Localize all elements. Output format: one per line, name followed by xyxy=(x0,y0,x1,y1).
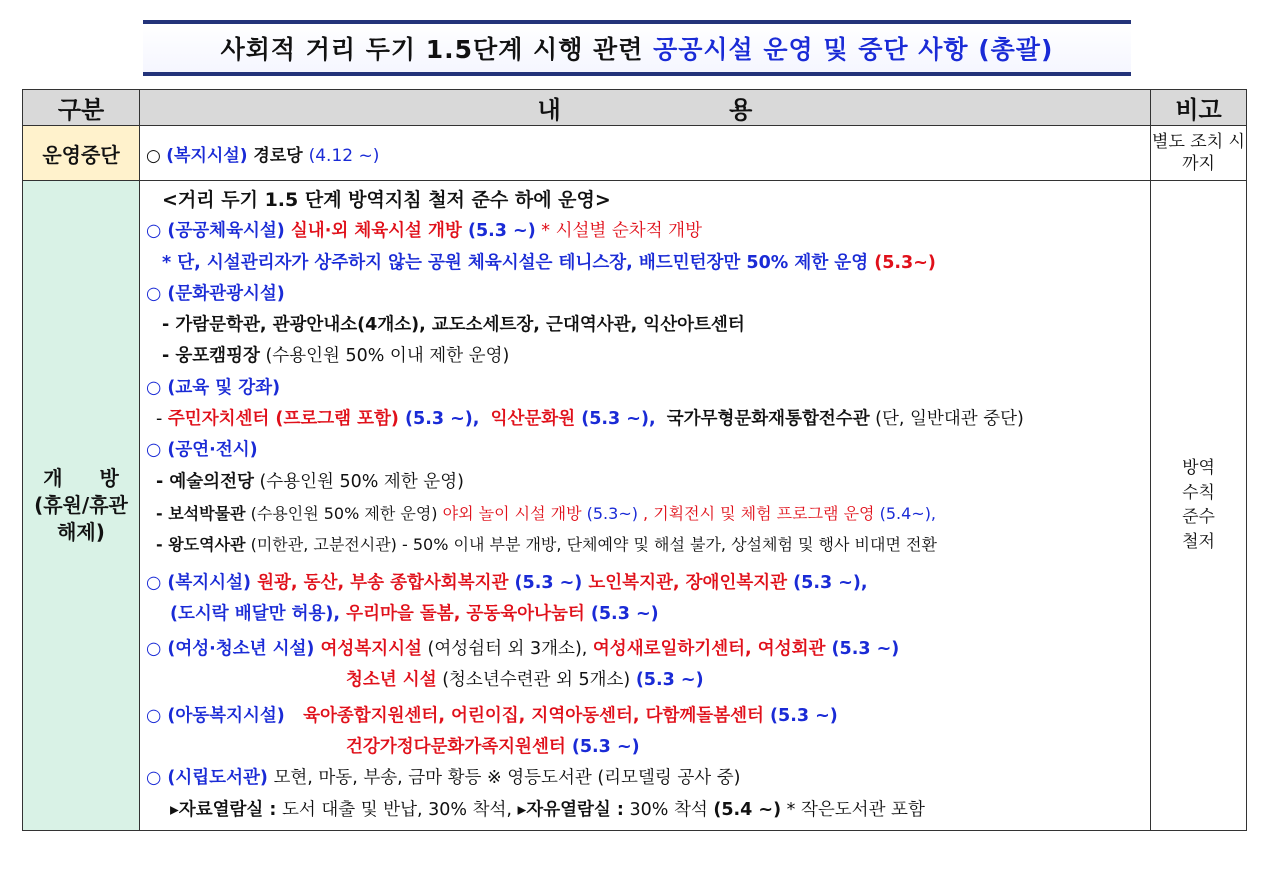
performance-label: ○ (공연·전시) xyxy=(146,440,258,461)
dash: - xyxy=(156,409,168,430)
women-line2 xyxy=(146,665,1150,696)
women-rest1: (여성쉼터 외 3개소), xyxy=(421,639,593,660)
category-stop: 운영중단 xyxy=(23,126,140,181)
women-label: ○ (여성·청소년 시설) xyxy=(146,639,321,660)
sports-highlight: 실내·외 체육시설 개방 xyxy=(290,221,468,242)
sports-note: * 시설별 순차적 개방 xyxy=(535,221,702,242)
performance-item2-bold: - 보석박물관 xyxy=(156,503,246,523)
sports-date: (5.3 ~) xyxy=(467,221,536,242)
bullet: ○ xyxy=(146,145,167,166)
child-red2: 건강가정다문화가족지원센터 xyxy=(346,737,572,758)
education-line xyxy=(146,404,1150,435)
welfare-line2 xyxy=(146,599,1150,630)
facility-status-table xyxy=(22,89,1247,831)
open-note-line3: 준수 xyxy=(1182,507,1215,528)
header-row xyxy=(23,90,1247,126)
library-sub2-date: (5.4 ~) xyxy=(713,799,782,820)
education-red1: 주민자치센터 (프로그램 포함) xyxy=(167,409,406,430)
child-date2: (5.3 ~) xyxy=(571,737,640,758)
welfare-red3: 우리마을 돌봄, 공동육아나눔터 xyxy=(346,603,591,624)
welfare-red2: 노인복지관, 장애인복지관 xyxy=(588,572,794,593)
performance-item2-date2: (5.4~), xyxy=(879,503,937,523)
category-open xyxy=(23,181,140,831)
education-red2: 익산문화원 xyxy=(490,409,582,430)
library-text: 모현, 마동, 부송, 금마 황등 ※ 영등도서관 (리모델링 공사 중) xyxy=(267,768,741,789)
performance-item2-red1: 야외 놀이 시설 개방 xyxy=(442,503,587,523)
sports-sub: * 단, 시설관리자가 상주하지 않는 공원 체육시설은 테니스장, 배드민턴장만 50% 제한 운영 xyxy=(162,252,875,273)
library-sub2-bold: ▸자유열람실 : xyxy=(517,799,624,820)
child-date1: (5.3 ~) xyxy=(770,705,838,726)
header-category: 구분 xyxy=(23,90,140,126)
title-part2: 공공시설 운영 및 중단 사항 (총괄) xyxy=(653,35,1054,64)
open-note-line2: 수칙 xyxy=(1182,482,1215,503)
header-content: 내 용 xyxy=(140,90,1151,126)
women-date3: (5.3 ~) xyxy=(635,670,704,691)
culture-item2 xyxy=(146,341,1150,372)
welfare-date3: (5.3 ~) xyxy=(590,603,659,624)
open-row xyxy=(23,181,1247,831)
category-open-line1: 개 방 xyxy=(43,465,119,490)
open-heading: <거리 두기 1.5 단계 방역지침 철저 준수 하에 운영> xyxy=(162,189,611,211)
sports-line xyxy=(146,216,1150,247)
culture-item2-rest: (수용인원 50% 이내 제한 운영) xyxy=(259,346,510,367)
performance-item3-bold: - 왕도역사관 xyxy=(156,535,246,555)
stop-content xyxy=(140,126,1151,181)
stop-label: (복지시설) xyxy=(166,145,248,166)
child-line1 xyxy=(146,701,1150,732)
performance-item1-bold: - 예술의전당 xyxy=(156,471,254,492)
open-note-line1: 방역 xyxy=(1182,458,1215,479)
stop-note: 별도 조치 시 까지 xyxy=(1151,126,1247,181)
sports-label: ○ (공공체육시설) xyxy=(146,221,291,242)
library-sub1-bold: ▸자료열람실 : xyxy=(170,799,277,820)
sports-sub-line xyxy=(146,248,1150,279)
stop-text: 경로당 xyxy=(247,145,309,166)
performance-item2 xyxy=(146,498,1150,529)
women-date2: (5.3 ~) xyxy=(831,639,900,660)
open-note-line4: 철저 xyxy=(1182,532,1215,553)
library-sub2-note: * 작은도서관 포함 xyxy=(781,799,925,820)
education-rest3: (단, 일반대관 중단) xyxy=(869,409,1024,430)
stop-date: (4.12 ~) xyxy=(308,145,380,166)
culture-item2-bold: - 웅포캠핑장 xyxy=(162,346,260,367)
welfare-date1: (5.3 ~) xyxy=(514,572,589,593)
performance-item1 xyxy=(146,467,1150,498)
performance-item3 xyxy=(146,529,1150,560)
women-line1 xyxy=(146,634,1150,665)
performance-item2-rest: (수용인원 50% 제한 운영) xyxy=(245,503,443,523)
library-line2 xyxy=(146,795,1150,826)
library-line1 xyxy=(146,763,1150,794)
library-label: ○ (시립도서관) xyxy=(146,768,268,789)
child-line2 xyxy=(146,732,1150,763)
performance-item1-rest: (수용인원 50% 제한 운영) xyxy=(253,471,464,492)
education-date2: (5.3 ~), xyxy=(581,409,656,430)
performance-item2-date1: (5.3~) xyxy=(586,503,638,523)
education-label: ○ (교육 및 강좌) xyxy=(146,377,281,398)
welfare-label: ○ (복지시설) xyxy=(146,572,258,593)
library-sub1-rest: 도서 대출 및 반납, 30% 착석, xyxy=(276,799,518,820)
women-red1: 여성복지시설 xyxy=(320,639,422,660)
stop-row xyxy=(23,126,1247,181)
child-red1: 육아종합지원센터, 어린이집, 지역아동센터, 다함께돌봄센터 xyxy=(303,705,771,726)
title-part1: 사회적 거리 두기 1.5단계 시행 관련 xyxy=(220,35,654,64)
child-label: ○ (아동복지시설) xyxy=(146,705,291,726)
women-rest3: (청소년수련관 외 5개소) xyxy=(436,670,636,691)
education-bold3: 국가무형문화재통합전수관 xyxy=(666,409,870,430)
performance-item2-red2: , 기획전시 및 체험 프로그램 운영 xyxy=(637,503,880,523)
sports-sub-date: (5.3~) xyxy=(874,252,936,273)
library-sub2-rest: 30% 착석 xyxy=(623,799,714,820)
women-red2: 여성새로일하기센터, 여성회관 xyxy=(592,639,832,660)
performance-item3-rest: (미한관, 고분전시관) - 50% 이내 부분 개방, 단체예약 및 해설 불가, 상설체험 및 행사 비대면 전환 xyxy=(245,535,937,555)
open-note xyxy=(1151,181,1247,831)
welfare-line1 xyxy=(146,568,1150,599)
education-date1: (5.3 ~), xyxy=(405,409,480,430)
welfare-date2: (5.3 ~), xyxy=(793,572,868,593)
title-banner xyxy=(143,20,1131,76)
category-open-line2: (휴원/휴관 xyxy=(34,492,128,517)
page-title xyxy=(221,30,1054,66)
culture-item1: - 가람문학관, 관광안내소(4개소), 교도소세트장, 근대역사관, 익산아트센터 xyxy=(162,315,745,336)
open-content xyxy=(140,181,1151,831)
category-open-line3: 해제) xyxy=(57,519,105,544)
culture-label: ○ (문화관광시설) xyxy=(146,283,285,304)
women-red3: 청소년 시설 xyxy=(346,670,437,691)
header-note: 비고 xyxy=(1151,90,1247,126)
welfare-red1: 원광, 동산, 부송 종합사회복지관 xyxy=(257,572,515,593)
welfare-blue3: (도시락 배달만 허용), xyxy=(170,603,347,624)
